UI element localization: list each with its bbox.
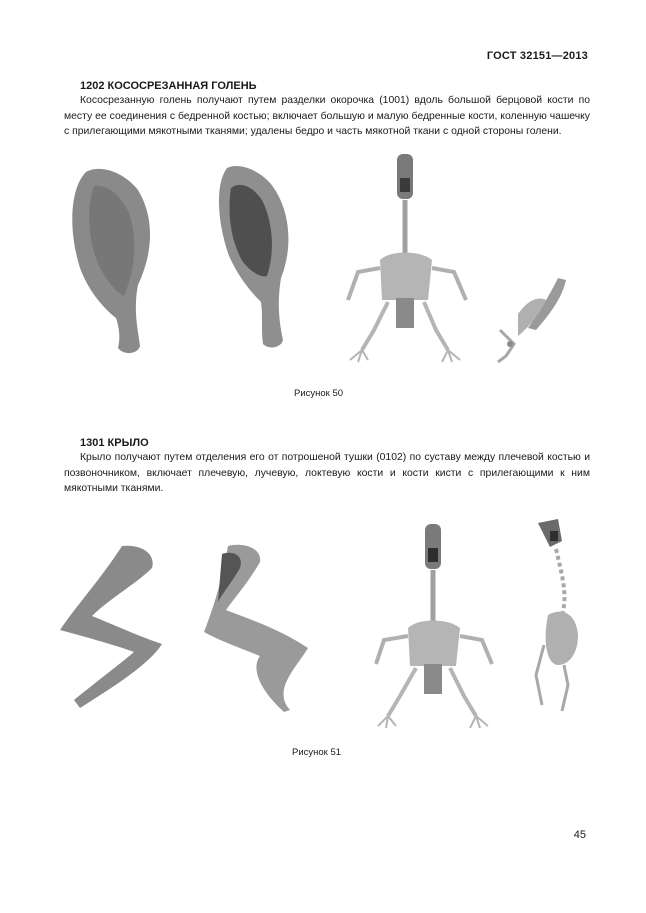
- section-paragraph: Кососрезанную голень получают путем разделки окорочка (1001) вдоль большой берцовой кости по месту ее соединения с бедренной костью; включает большую и малую бедренные кости, коленную чашечку с прилегающими мякотными тканями; удалены бедро и часть мякотной ткани с одной стороны голени.: [64, 95, 590, 138]
- section-paragraph: Крыло получают путем отделения его от потрошеной тушки (0102) по суставу между плечевой костью и позвоночником, включает плечевую, лучевую, локтевую кости и кости кисти с прилегающими к ним мякотными тканями.: [64, 452, 590, 495]
- figure-caption-50: Рисунок 50: [294, 388, 344, 399]
- figure-caption-51: Рисунок 51: [292, 747, 342, 758]
- skeleton-side-diagram: [528, 515, 598, 725]
- standard-code: ГОСТ 32151—2013: [486, 50, 588, 62]
- section-heading-1202: 1202 КОСОСРЕЗАННАЯ ГОЛЕНЬ: [80, 80, 257, 92]
- skeleton-front-diagram: [340, 150, 475, 370]
- skeleton-front-diagram: [370, 520, 500, 735]
- page-number: 45: [573, 829, 586, 841]
- section-text-1301: [64, 450, 590, 497]
- wing-outer-photo: [52, 540, 182, 715]
- wing-inner-photo: [200, 540, 325, 715]
- drumstick-cut-photo: [205, 160, 295, 355]
- section-text-1202: [64, 93, 590, 140]
- skeleton-side-diagram: [488, 270, 573, 370]
- drumstick-outer-photo: [58, 160, 168, 360]
- section-heading-1301: 1301 КРЫЛО: [80, 437, 149, 449]
